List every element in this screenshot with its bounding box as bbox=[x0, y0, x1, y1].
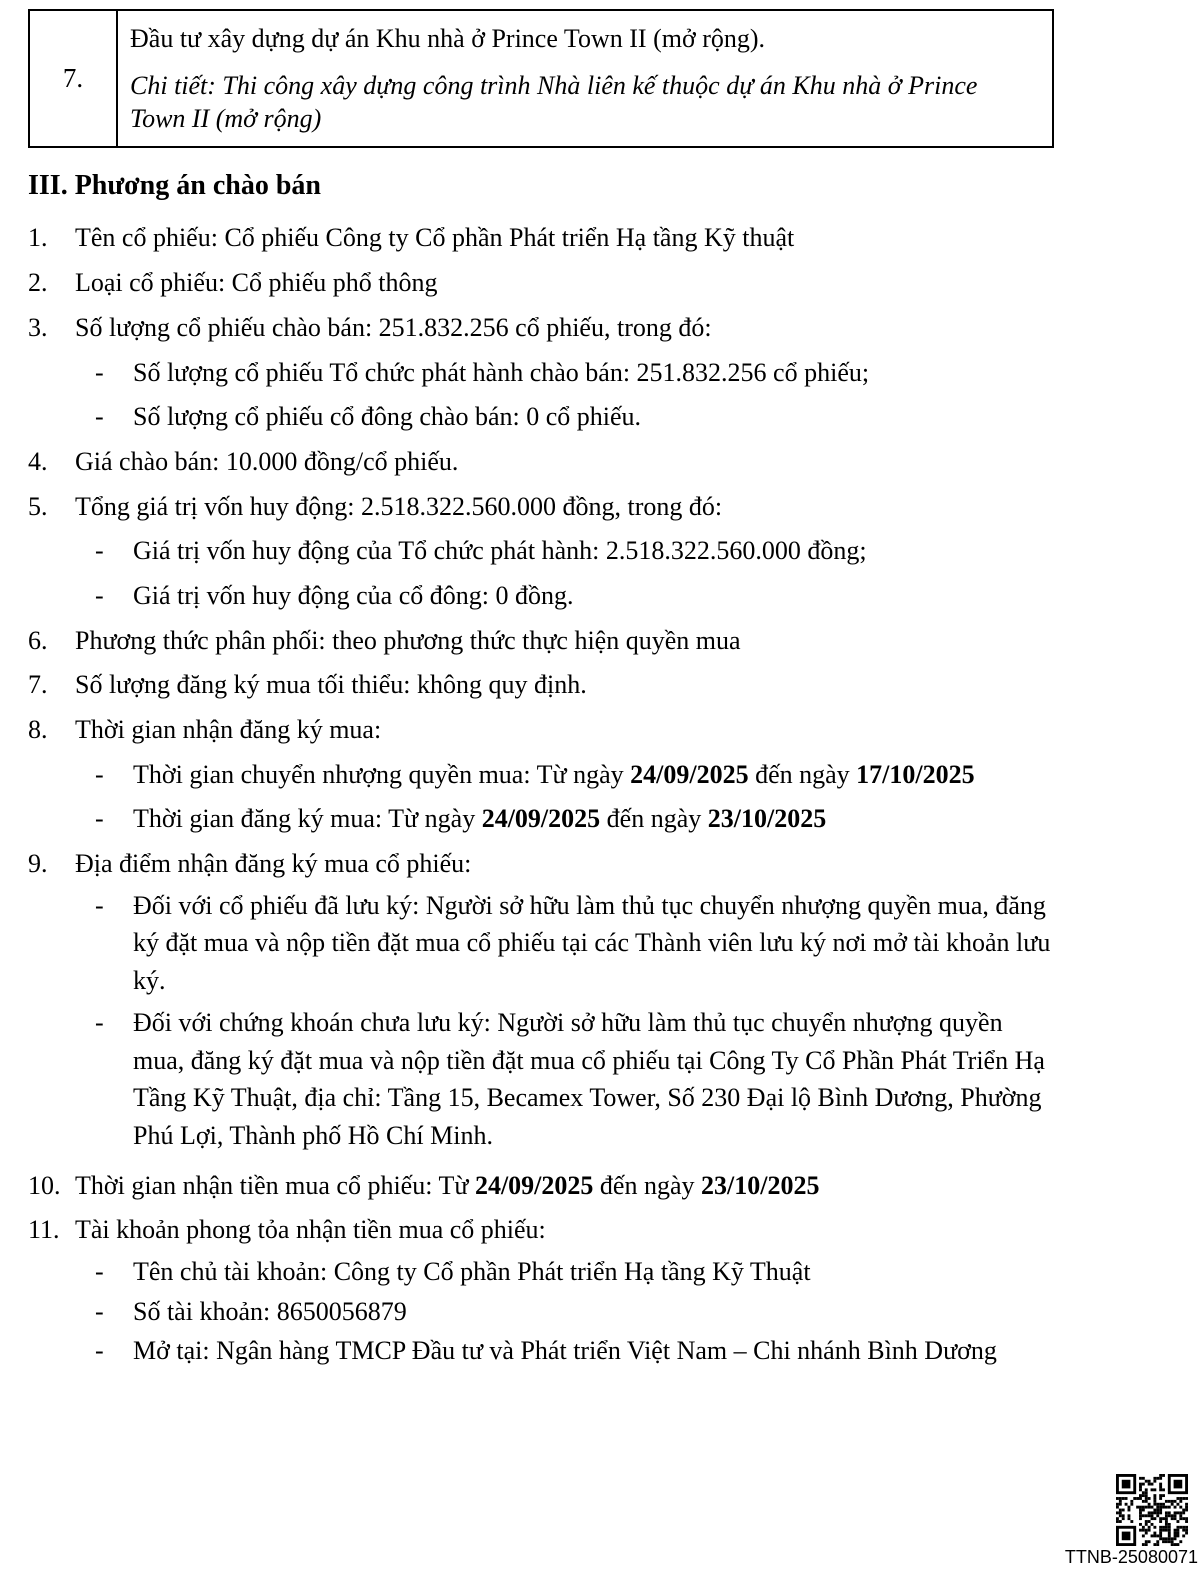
item-number: 11. bbox=[28, 1215, 60, 1245]
bullet-text: Đối với cổ phiếu đã lưu ký: Người sở hữu làm thủ tục chuyển nhượng quyền mua, đăng ký đặt mua và nộp tiền đặt mua cổ phiếu tại các Thành viên lưu ký nơi mở tài khoản lưu ký. bbox=[133, 890, 1051, 996]
list-item-11 bbox=[28, 1211, 1054, 1249]
list-item-4 bbox=[28, 443, 1054, 481]
item-number: 2. bbox=[28, 268, 48, 298]
dash-marker: - bbox=[95, 536, 104, 566]
list-item-6 bbox=[28, 622, 1054, 660]
project-detail: Chi tiết: Thi công xây dựng công trình Nhà liên kế thuộc dự án Khu nhà ở Prince Town II (mở rộng) bbox=[130, 70, 978, 134]
section-heading: III. Phương án chào bán bbox=[28, 170, 321, 202]
list-item-3-bullet-2 bbox=[95, 398, 1054, 436]
bullet-text bbox=[133, 800, 1054, 838]
dash-marker: - bbox=[95, 402, 104, 432]
list-item-1 bbox=[28, 219, 1054, 257]
list-item-2 bbox=[28, 264, 1054, 302]
text-segment: đến ngày bbox=[748, 759, 857, 789]
item-number: 6. bbox=[28, 625, 48, 655]
list-item-3 bbox=[28, 309, 1054, 347]
list-item-8-bullet-1 bbox=[95, 756, 1054, 794]
item-text: Số lượng cổ phiếu chào bán: 251.832.256 cổ phiếu, trong đó: bbox=[75, 312, 712, 342]
dash-marker: - bbox=[95, 1007, 104, 1037]
date-end: 23/10/2025 bbox=[707, 804, 827, 834]
item-text: Tổng giá trị vốn huy động: 2.518.322.560.000 đồng, trong đó: bbox=[75, 491, 723, 521]
item-text: Địa điểm nhận đăng ký mua cổ phiếu: bbox=[75, 849, 472, 879]
list-item-7 bbox=[28, 666, 1054, 704]
dash-marker: - bbox=[95, 759, 104, 789]
date-end: 23/10/2025 bbox=[701, 1170, 820, 1200]
list-item-5 bbox=[28, 488, 1054, 526]
text-segment: đến ngày bbox=[593, 1170, 701, 1200]
table-row-number: 7. bbox=[29, 10, 117, 147]
item-text: Số lượng đăng ký mua tối thiểu: không quy định. bbox=[75, 670, 587, 700]
bullet-text: Mở tại: Ngân hàng TMCP Đầu tư và Phát triển Việt Nam – Chi nhánh Bình Dương bbox=[133, 1336, 997, 1366]
text-segment: Thời gian nhận tiền mua cổ phiếu: Từ bbox=[75, 1170, 475, 1200]
list-item-8 bbox=[28, 711, 1054, 749]
item-text: Phương thức phân phối: theo phương thức thực hiện quyền mua bbox=[75, 625, 741, 655]
dash-marker: - bbox=[95, 357, 104, 387]
dash-marker: - bbox=[95, 1296, 104, 1326]
bullet-text: Số lượng cổ phiếu Tổ chức phát hành chào bán: 251.832.256 cổ phiếu; bbox=[133, 357, 870, 387]
bullet-text bbox=[133, 756, 1054, 794]
dash-marker: - bbox=[95, 1336, 104, 1366]
list-item-5-bullet-1 bbox=[95, 532, 1054, 570]
list-item-3-bullet-1 bbox=[95, 354, 1054, 392]
dash-marker: - bbox=[95, 890, 104, 920]
date-start: 24/09/2025 bbox=[481, 804, 601, 834]
item-text: Tài khoản phong tỏa nhận tiền mua cổ phiếu: bbox=[75, 1215, 546, 1245]
list-item-9 bbox=[28, 845, 1054, 883]
item-text: Thời gian nhận đăng ký mua: bbox=[75, 715, 382, 745]
item-number: 4. bbox=[28, 446, 48, 476]
table-row bbox=[29, 10, 1053, 147]
qr-code bbox=[1116, 1474, 1188, 1546]
list-item-9-bullet-2 bbox=[95, 1004, 1054, 1155]
document-code-label: TTNB-25080071 bbox=[1064, 1547, 1198, 1567]
dash-marker: - bbox=[95, 804, 104, 834]
item-number: 1. bbox=[28, 223, 48, 253]
text-segment: đến ngày bbox=[600, 804, 708, 834]
item-number: 3. bbox=[28, 312, 48, 342]
list-item-11-bullet-1 bbox=[95, 1253, 1054, 1291]
list-item-11-bullet-2 bbox=[95, 1293, 1054, 1331]
dash-marker: - bbox=[95, 580, 104, 610]
item-number: 7. bbox=[28, 670, 48, 700]
table-row-content bbox=[117, 10, 1053, 147]
text-segment: Thời gian chuyển nhượng quyền mua: Từ ngày bbox=[133, 759, 631, 789]
bullet-text: Giá trị vốn huy động của Tổ chức phát hành: 2.518.322.560.000 đồng; bbox=[133, 536, 867, 566]
item-text: Tên cổ phiếu: Cổ phiếu Công ty Cổ phần Phát triển Hạ tầng Kỹ thuật bbox=[75, 223, 795, 253]
list-item-5-bullet-2 bbox=[95, 577, 1054, 615]
item-number: 5. bbox=[28, 491, 48, 521]
project-title: Đầu tư xây dựng dự án Khu nhà ở Prince Town II (mở rộng). bbox=[130, 24, 766, 53]
item-text: Loại cổ phiếu: Cổ phiếu phổ thông bbox=[75, 268, 438, 298]
item-text bbox=[75, 1167, 1054, 1205]
item-number: 8. bbox=[28, 715, 48, 745]
bullet-text: Tên chủ tài khoản: Công ty Cổ phần Phát triển Hạ tầng Kỹ Thuật bbox=[133, 1256, 811, 1286]
list-item-9-bullet-1 bbox=[95, 887, 1054, 1000]
date-start: 24/09/2025 bbox=[474, 1170, 594, 1200]
bullet-text: Đối với chứng khoán chưa lưu ký: Người sở hữu làm thủ tục chuyển nhượng quyền mua, đăng ký đặt mua và nộp tiền đặt mua cổ phiếu tại Công Ty Cổ Phần Phát Triển Hạ Tầng Kỹ Thuật, địa chỉ: Tầng 15, Becamex Tower, Số 230 Đại lộ Bình Dương, Phường Phú Lợi, Thành phố Hồ Chí Minh. bbox=[133, 1007, 1045, 1150]
text-segment: Thời gian đăng ký mua: Từ ngày bbox=[133, 804, 482, 834]
dash-marker: - bbox=[95, 1256, 104, 1286]
item-number: 10. bbox=[28, 1170, 61, 1200]
list-item-10 bbox=[28, 1167, 1054, 1205]
item-text: Giá chào bán: 10.000 đồng/cổ phiếu. bbox=[75, 446, 459, 476]
bullet-text: Số lượng cổ phiếu cổ đông chào bán: 0 cổ phiếu. bbox=[133, 402, 642, 432]
date-start: 24/09/2025 bbox=[630, 759, 749, 789]
date-end: 17/10/2025 bbox=[856, 759, 975, 789]
document-content bbox=[28, 9, 1054, 1372]
item-number: 9. bbox=[28, 849, 48, 879]
list-item-11-bullet-3 bbox=[95, 1332, 1054, 1370]
bullet-text: Giá trị vốn huy động của cổ đông: 0 đồng. bbox=[133, 580, 574, 610]
bullet-text: Số tài khoản: 8650056879 bbox=[133, 1296, 407, 1326]
project-table bbox=[28, 9, 1054, 148]
list-item-8-bullet-2 bbox=[95, 800, 1054, 838]
qr-code-image bbox=[1116, 1474, 1188, 1546]
